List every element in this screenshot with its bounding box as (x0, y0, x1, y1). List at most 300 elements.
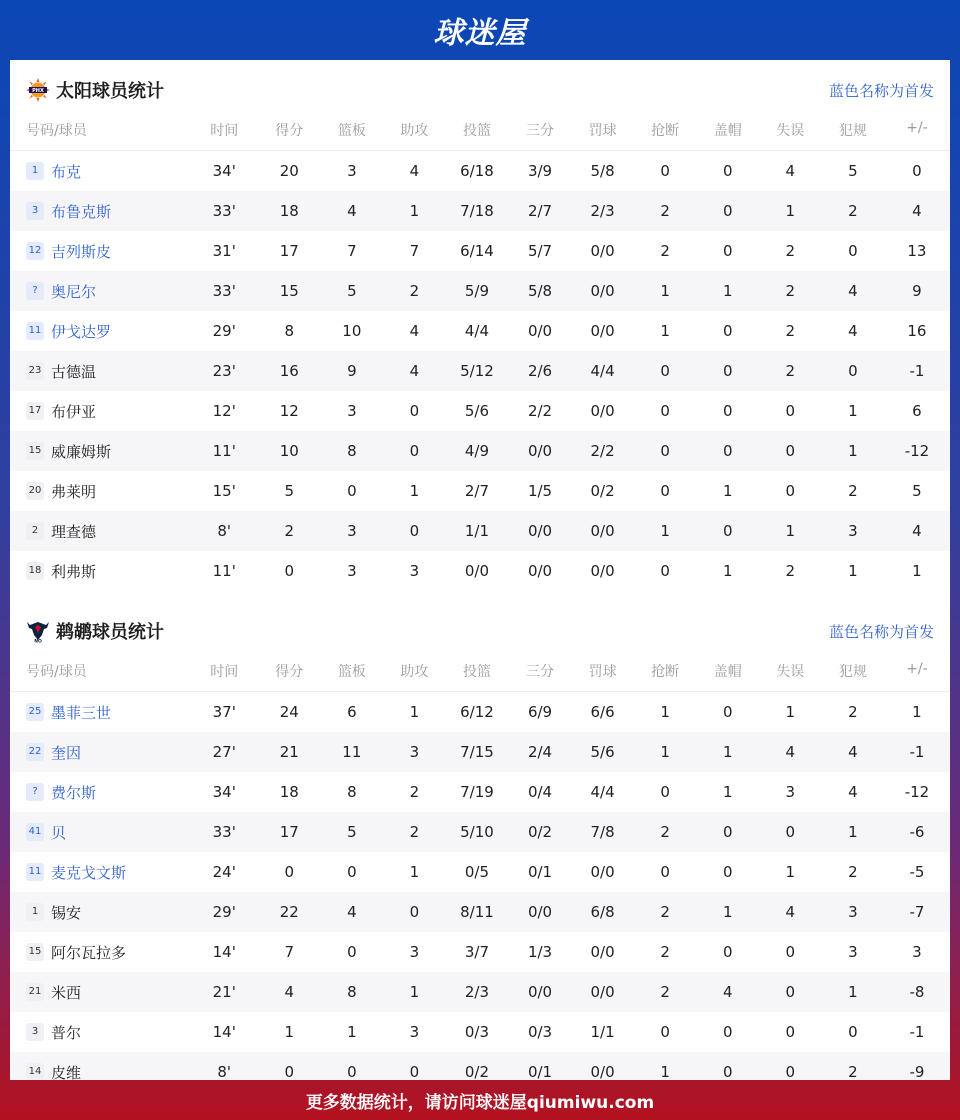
stat-cell: 2 (848, 482, 858, 500)
table-row (10, 231, 950, 271)
stat-cell: 5/8 (590, 162, 615, 180)
table-header-row (10, 661, 950, 692)
table-row (10, 972, 950, 1012)
stat-cell: 2 (660, 242, 670, 260)
stat-cell: 1 (912, 562, 922, 580)
stat-cell: 0/1 (527, 1063, 553, 1080)
jersey-number-badge: 22 (26, 743, 44, 761)
table-row (10, 932, 950, 972)
stat-cell: 7/18 (460, 202, 494, 220)
column-header: 犯规 (838, 123, 867, 139)
player-cell (10, 772, 190, 812)
jersey-number-badge: 23 (26, 362, 44, 380)
stat-cell: 3 (409, 943, 420, 961)
stat-cell: 2 (848, 1063, 858, 1080)
stat-cell: 31' (212, 242, 236, 260)
stat-cell: 2 (409, 823, 420, 841)
jersey-number-badge: 15 (26, 943, 44, 961)
stat-cell: 15' (212, 482, 236, 500)
stat-cell: 0/0 (527, 903, 553, 921)
player-name: 利弗斯 (51, 562, 97, 581)
player-cell (10, 1012, 190, 1052)
table-row (10, 852, 950, 892)
stat-cell: 2 (785, 242, 796, 260)
stat-cell: 12' (212, 402, 236, 420)
stat-cell: 1 (848, 983, 858, 1001)
column-header: 时间 (210, 664, 239, 680)
player-stats-table (10, 120, 950, 591)
stat-cell: 3 (347, 562, 357, 580)
stat-cell: 2 (848, 703, 858, 721)
stat-cell: 1 (409, 983, 420, 1001)
table-row (10, 271, 950, 311)
stat-cell: 0/2 (590, 482, 615, 500)
player-cell (10, 271, 190, 311)
stat-cell: 17 (279, 242, 299, 260)
stat-cell: 4 (347, 903, 357, 921)
table-row (10, 1012, 950, 1052)
stat-cell: 1/1 (590, 1023, 615, 1041)
stat-cell: 1 (409, 863, 420, 881)
stat-cell: -12 (904, 442, 930, 460)
stat-cell: 8' (217, 522, 232, 540)
stat-cell: 2 (660, 943, 670, 961)
stat-cell: 0 (660, 863, 670, 881)
stat-cell: 29' (212, 322, 236, 340)
stat-cell: 0 (284, 863, 295, 881)
stat-cell: -9 (909, 1063, 925, 1080)
stat-cell: 27' (212, 743, 236, 761)
stat-cell: 4 (912, 202, 922, 220)
player-name: 阿尔瓦拉多 (51, 943, 127, 962)
stat-cell: 0 (722, 322, 733, 340)
stat-cell: 3/7 (464, 943, 490, 961)
player-cell (10, 932, 190, 972)
stat-cell: 2/3 (464, 983, 490, 1001)
stat-cell: 0/5 (464, 863, 490, 881)
stat-cell: 33' (212, 202, 236, 220)
column-header: +/- (906, 120, 928, 136)
column-header: 罚球 (588, 123, 617, 139)
stat-cell: 0 (722, 242, 733, 260)
stat-cell: 6/14 (460, 242, 494, 260)
jersey-number-badge: 21 (26, 983, 44, 1001)
stat-cell: 6 (912, 402, 922, 420)
stat-cell: 7/15 (460, 743, 494, 761)
column-header: 三分 (526, 123, 555, 139)
jersey-number-badge: 1 (26, 162, 44, 180)
stat-cell: 3 (409, 562, 420, 580)
jersey-number-badge: 11 (26, 863, 44, 881)
column-header: 助攻 (400, 123, 429, 139)
stat-cell: 5/6 (464, 402, 490, 420)
stat-cell: 4 (409, 162, 420, 180)
stat-cell: 2/6 (527, 362, 553, 380)
stat-cell: 9 (912, 282, 922, 300)
stat-cell: 1/5 (527, 482, 553, 500)
player-cell (10, 692, 190, 733)
player-cell (10, 231, 190, 271)
stat-cell: -6 (909, 823, 925, 841)
stat-cell: 2 (284, 522, 295, 540)
player-name-link[interactable]: 费尔斯 (51, 783, 97, 802)
column-header: 罚球 (588, 664, 617, 680)
stat-cell: 0/0 (590, 983, 615, 1001)
stat-cell: 4 (347, 202, 357, 220)
player-cell (10, 972, 190, 1012)
stat-cell: 1 (785, 202, 796, 220)
stat-cell: 0/0 (590, 322, 615, 340)
stat-cell: -5 (909, 863, 925, 881)
stat-cell: 4 (785, 162, 796, 180)
table-row (10, 732, 950, 772)
stat-cell: 8 (347, 442, 357, 460)
table-row (10, 812, 950, 852)
stat-cell: 12 (279, 402, 299, 420)
column-header: 助攻 (400, 664, 429, 680)
stat-cell: 22 (279, 903, 299, 921)
stat-cell: 5 (284, 482, 295, 500)
section-title: 鹈鹕球员统计 (56, 622, 164, 643)
player-name: 锡安 (51, 903, 82, 922)
stat-cell: 5/10 (460, 823, 494, 841)
player-name-link[interactable]: 贝 (51, 823, 67, 842)
stat-cell: 0/0 (527, 442, 553, 460)
column-header: 篮板 (337, 123, 366, 139)
stat-cell: 3/9 (527, 162, 553, 180)
stat-cell: 13 (907, 242, 927, 260)
jersey-number-badge: 15 (26, 442, 44, 460)
player-rows (10, 692, 950, 1081)
stat-cell: 0 (722, 863, 733, 881)
stat-cell: 4 (722, 983, 733, 1001)
player-name-link[interactable]: 吉列斯皮 (51, 242, 112, 261)
stat-cell: 1 (722, 903, 733, 921)
stat-cell: 0 (722, 943, 733, 961)
stat-cell: 2 (785, 562, 796, 580)
player-name: 皮维 (51, 1063, 82, 1080)
stat-cell: 34' (212, 162, 236, 180)
stat-cell: 4/9 (464, 442, 490, 460)
stat-cell: 2 (785, 282, 796, 300)
section-header (10, 60, 950, 120)
jersey-number-badge: ? (26, 282, 44, 300)
stat-cell: 4 (785, 743, 796, 761)
stat-cell: 14' (212, 943, 236, 961)
stat-cell: 0 (660, 362, 670, 380)
player-name-link[interactable]: 奥尼尔 (51, 282, 97, 301)
stat-cell: 0 (722, 1063, 733, 1080)
stat-cell: 4 (848, 743, 858, 761)
starter-legend-note: 蓝色名称为首发 (828, 622, 934, 641)
pelicans-logo-text: NO (34, 639, 42, 643)
stat-cell: 6 (347, 703, 357, 721)
stat-cell: 0 (785, 943, 796, 961)
column-header: 篮板 (337, 664, 366, 680)
player-cell (10, 471, 190, 511)
stat-cell: 0 (284, 1063, 295, 1080)
stat-cell: 0 (785, 983, 796, 1001)
jersey-number-badge: 20 (26, 482, 44, 500)
stat-cell: 0 (722, 202, 733, 220)
stat-cell: 1 (660, 743, 670, 761)
jersey-number-badge: 11 (26, 322, 44, 340)
stat-cell: 9 (347, 362, 357, 380)
stat-cell: 0/0 (590, 522, 615, 540)
player-cell (10, 852, 190, 892)
jersey-number-badge: 3 (26, 1023, 44, 1041)
stat-cell: 2/7 (527, 202, 553, 220)
player-cell (10, 311, 190, 351)
stat-cell: 0 (912, 162, 922, 180)
player-name-link[interactable]: 伊戈达罗 (51, 322, 112, 341)
stat-cell: 16 (279, 362, 299, 380)
stat-cell: 4/4 (590, 783, 615, 801)
stat-cell: 1 (785, 863, 796, 881)
stat-cell: 0 (347, 1063, 357, 1080)
stat-cell: 3 (912, 943, 922, 961)
stat-cell: 0 (347, 482, 357, 500)
player-name: 米西 (51, 983, 82, 1002)
column-header: 盖帽 (713, 123, 742, 139)
starter-legend-note: 蓝色名称为首发 (828, 81, 934, 100)
stat-cell: 0 (284, 562, 295, 580)
stat-cell: 0 (660, 562, 670, 580)
stat-cell: 7/8 (590, 823, 615, 841)
stat-cell: 1 (722, 783, 733, 801)
table-row (10, 511, 950, 551)
column-header: 号码/球员 (26, 123, 87, 139)
stat-cell: 2 (660, 202, 670, 220)
stat-cell: 0 (848, 362, 858, 380)
stat-cell: 0 (785, 442, 796, 460)
jersey-number-badge: 41 (26, 823, 44, 841)
stat-cell: 1 (409, 202, 420, 220)
stat-cell: 2 (409, 783, 420, 801)
stat-cell: 5/7 (527, 242, 553, 260)
stat-cell: 0/0 (464, 562, 490, 580)
column-header: 抢断 (651, 664, 680, 680)
stat-cell: 1 (284, 1023, 295, 1041)
table-row (10, 772, 950, 812)
stat-cell: 11' (212, 562, 236, 580)
stat-cell: 6/8 (590, 903, 615, 921)
stat-cell: 4 (409, 322, 420, 340)
stat-cell: 5/6 (590, 743, 615, 761)
column-header: 失误 (776, 123, 805, 139)
player-cell (10, 892, 190, 932)
player-cell (10, 391, 190, 431)
stat-cell: 0/2 (464, 1063, 490, 1080)
player-name-link[interactable]: 布鲁克斯 (51, 202, 112, 221)
section-title: 太阳球员统计 (56, 81, 164, 102)
stat-cell: 1 (409, 703, 420, 721)
column-header: 盖帽 (713, 664, 742, 680)
stat-cell: 3 (347, 402, 357, 420)
stat-cell: 0/0 (527, 322, 553, 340)
stat-cell: 29' (212, 903, 236, 921)
stat-cell: 0/0 (590, 562, 615, 580)
stat-cell: 0/1 (527, 863, 553, 881)
stat-cell: 21 (279, 743, 299, 761)
stats-card (10, 60, 950, 1080)
player-name: 弗莱明 (51, 482, 97, 501)
stat-cell: 3 (785, 783, 796, 801)
table-row (10, 391, 950, 431)
stat-cell: 11 (342, 743, 362, 761)
player-name-link[interactable]: 布克 (51, 162, 82, 181)
table-header-row (10, 120, 950, 151)
table-row (10, 692, 950, 733)
stat-cell: 6/12 (460, 703, 494, 721)
stat-cell: 16 (907, 322, 927, 340)
player-cell (10, 812, 190, 852)
column-header: 失误 (776, 664, 805, 680)
player-name-link[interactable]: 奎因 (51, 743, 82, 762)
stat-cell: 20 (279, 162, 299, 180)
stat-cell: 2 (848, 202, 858, 220)
stat-cell: 1 (722, 562, 733, 580)
stat-cell: 1 (722, 743, 733, 761)
stat-cell: 1 (722, 482, 733, 500)
stat-cell: 4/4 (590, 362, 615, 380)
stat-cell: 3 (848, 522, 858, 540)
stat-cell: 2 (848, 863, 858, 881)
stat-cell: 1 (848, 823, 858, 841)
stat-cell: 1 (722, 282, 733, 300)
stat-cell: 7 (284, 943, 295, 961)
stat-cell: 0/0 (590, 863, 615, 881)
player-name: 普尔 (51, 1023, 82, 1042)
column-header: 犯规 (838, 664, 867, 680)
jersey-number-badge: 18 (26, 562, 44, 580)
player-name: 布伊亚 (51, 402, 97, 421)
table-row (10, 351, 950, 391)
stat-cell: 0 (409, 1063, 420, 1080)
player-name-link[interactable]: 墨菲三世 (51, 703, 112, 722)
stat-cell: 0 (785, 482, 796, 500)
stat-cell: 4/4 (464, 322, 490, 340)
stat-cell: 4 (848, 282, 858, 300)
stat-cell: 0 (409, 402, 420, 420)
stat-cell: 0/3 (527, 1023, 553, 1041)
jersey-number-badge: 25 (26, 703, 44, 721)
stat-cell: 3 (409, 743, 420, 761)
stat-cell: 4 (785, 903, 796, 921)
stat-cell: 6/9 (527, 703, 553, 721)
stat-cell: 0 (722, 522, 733, 540)
column-header: 抢断 (651, 123, 680, 139)
stat-cell: 1/3 (527, 943, 553, 961)
stat-cell: 3 (848, 903, 858, 921)
column-header: 投篮 (462, 123, 491, 139)
stat-cell: 33' (212, 823, 236, 841)
stat-cell: 2/2 (590, 442, 615, 460)
stat-cell: 24' (212, 863, 236, 881)
stat-cell: 0/0 (590, 1063, 615, 1080)
stat-cell: 11' (212, 442, 236, 460)
stat-cell: 1 (848, 562, 858, 580)
stat-cell: -8 (909, 983, 925, 1001)
table-row (10, 311, 950, 351)
brand-logo: 球迷屋 (433, 16, 527, 51)
jersey-number-badge: 14 (26, 1063, 44, 1080)
column-header: 得分 (275, 664, 304, 680)
player-cell (10, 1052, 190, 1080)
stat-cell: 37' (212, 703, 236, 721)
stat-cell: 2 (660, 903, 670, 921)
player-name: 古德温 (51, 362, 97, 381)
stat-cell: 8 (284, 322, 295, 340)
stat-cell: 5 (848, 162, 858, 180)
stat-cell: 1/1 (464, 522, 490, 540)
table-row (10, 191, 950, 231)
table-row (10, 892, 950, 932)
stat-cell: 0 (785, 402, 796, 420)
stat-cell: 0 (722, 823, 733, 841)
stat-cell: -1 (909, 743, 925, 761)
stat-cell: 0/0 (590, 282, 615, 300)
table-row (10, 471, 950, 511)
player-cell (10, 191, 190, 231)
player-stats-table (10, 661, 950, 1080)
jersey-number-badge: 1 (26, 903, 44, 921)
stat-cell: 8' (217, 1063, 232, 1080)
column-header: 得分 (275, 123, 304, 139)
stat-cell: 0 (722, 362, 733, 380)
column-header: 投篮 (462, 664, 491, 680)
stat-cell: 6/6 (590, 703, 615, 721)
stat-cell: 1 (660, 522, 670, 540)
player-name-link[interactable]: 麦克戈文斯 (51, 863, 127, 882)
stat-cell: 0 (722, 703, 733, 721)
player-cell (10, 351, 190, 391)
stat-cell: 4 (912, 522, 922, 540)
table-row (10, 431, 950, 471)
column-header: +/- (906, 661, 928, 677)
stat-cell: 2/2 (527, 402, 553, 420)
column-header: 时间 (210, 123, 239, 139)
stat-cell: 0 (722, 402, 733, 420)
stat-cell: -12 (904, 783, 930, 801)
jersey-number-badge: ? (26, 783, 44, 801)
stat-cell: 6/18 (460, 162, 494, 180)
stat-cell: 0 (347, 943, 357, 961)
player-name: 理查德 (51, 522, 97, 541)
stat-cell: 2 (409, 282, 420, 300)
stat-cell: 0/4 (527, 783, 553, 801)
stat-cell: 5 (347, 823, 357, 841)
stat-cell: 1 (660, 282, 670, 300)
stat-cell: 0 (785, 823, 796, 841)
stat-cell: 0 (660, 162, 670, 180)
stat-cell: 0/0 (527, 522, 553, 540)
stat-cell: 0 (722, 1023, 733, 1041)
stat-cell: 2/4 (527, 743, 553, 761)
column-header: 号码/球员 (26, 664, 87, 680)
footer-banner: 更多数据统计，请访问球迷屋qiumiwu.com (305, 1092, 655, 1113)
stat-cell: 0 (660, 1023, 670, 1041)
stat-cell: 4 (848, 322, 858, 340)
stat-cell: 5/9 (464, 282, 490, 300)
stat-cell: 17 (279, 823, 299, 841)
stat-cell: 4 (848, 783, 858, 801)
stat-cell: 1 (347, 1023, 357, 1041)
section-header (10, 601, 950, 661)
stat-cell: 3 (409, 1023, 420, 1041)
player-name: 威廉姆斯 (51, 442, 112, 461)
table-row (10, 151, 950, 192)
